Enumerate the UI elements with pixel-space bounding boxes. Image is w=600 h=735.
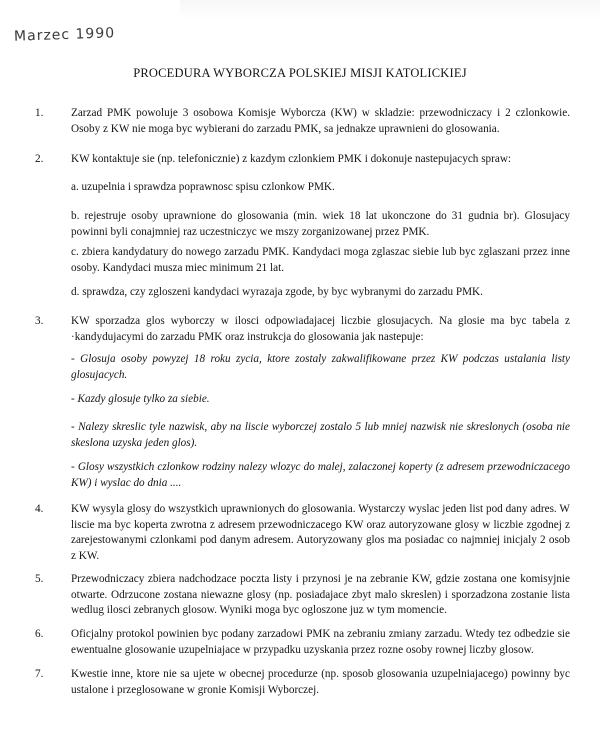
procedure-item-4 bbox=[35, 502, 570, 564]
subitem-text: d. sprawdza, czy zgloszeni kandydaci wyrazaja zgode, by byc wybranymi do zarzadu PMK. bbox=[71, 286, 483, 298]
subitem-2d bbox=[35, 285, 570, 301]
item-text: Oficjalny protokol powinien byc podany zarzadowi PMK na zebraniu zmiany zarzadu. Wtedy tez odbedzie sie ewentualne glosowanie uzupelniajace w przypadku uzyskania przez rozne osoby rownej liczby glosow. bbox=[71, 628, 570, 656]
handwritten-date: Marzec 1990 bbox=[13, 25, 116, 45]
subitem-text: b. rejestruje osoby uprawnione do glosowania (min. wiek 18 lat ukonczone do 31 gudnia br). Glosujacy powinni byli conajmniej raz uczestniczyc we mszy zorganizowanej przez PMK. bbox=[71, 210, 570, 238]
subitem-text: a. uzupelnia i sprawdza poprawnosc spisu czlonkow PMK. bbox=[71, 181, 335, 193]
instruction-2 bbox=[35, 392, 570, 408]
item-text: Kwestie inne, ktore nie sa ujete w obecnej procedurze (np. sposob glosowania uzupelniajacego) powinny byc ustalone i przeglosowane w gronie Komisji Wyborczej. bbox=[71, 668, 570, 696]
procedure-item-3 bbox=[35, 314, 570, 345]
item-number: 2. bbox=[35, 153, 44, 165]
item-intro: KW kontaktuje sie (np. telefonicznie) z kazdym czlonkiem PMK i dokonuje nastepujacych spraw: bbox=[71, 153, 512, 165]
scan-artifact bbox=[180, 0, 600, 20]
procedure-item-6 bbox=[35, 627, 570, 658]
instruction-text: - Kazdy glosuje tylko za siebie. bbox=[71, 393, 210, 405]
subitem-2a bbox=[35, 180, 570, 196]
instruction-3 bbox=[35, 420, 570, 451]
item-text: Przewodniczacy zbiera nadchodzace poczta listy i przynosi je na zebranie KW, gdzie zostana one komisyjnie otwarte. Odrzucone zostana niewazne glosy (np. posiadajace zbyt malo skreslen) i sporzadzona zostanie lista wedlug ilosci zebranych glosow. Wyniki moga byc ogloszone juz w tym momencie. bbox=[71, 573, 570, 616]
subitem-text: c. zbiera kandydatury do nowego zarzadu PMK. Kandydaci moga zglaszac siebie lub byc zglaszani przez inne osoby. Kandydaci musza miec minimum 21 lat. bbox=[71, 246, 570, 274]
instruction-1 bbox=[35, 352, 570, 383]
item-text: KW wysyla glosy do wszystkich uprawnionych do glosowania. Wystarczy wyslac jeden list pod dany adres. W liscie ma byc koperta zwrotna z adresem przewodniczacego KW oraz autoryzowane glosy w liczbie zgodnej z zarejestowanymi czlonkami pod danym adresem. Autoryzowany glos ma posiadac co najmniej inicjaly 2 osob z KW. bbox=[71, 503, 570, 562]
instruction-text: - Glosuja osoby powyzej 18 roku zycia, ktore zostaly zakwalifikowane przez KW podczas ustalania listy glosujacych. bbox=[71, 353, 570, 381]
document-title: PROCEDURA WYBORCZA POLSKIEJ MISJI KATOLICKIEJ bbox=[133, 66, 467, 80]
item-intro: KW sporzadza glos wyborczy w ilosci odpowiadajacej liczbie glosujacych. Na glosie ma byc tabela z ·kandydujacymi do zarzadu PMK oraz instrukcja do glosowania jak nastepuje: bbox=[71, 315, 570, 343]
item-number: 4. bbox=[35, 503, 44, 515]
item-number: 7. bbox=[35, 668, 44, 680]
item-text: Zarzad PMK powoluje 3 osobowa Komisje Wyborcza (KW) w skladzie: przewodniczacy i 2 czlonkowie. Osoby z KW nie moga byc wybierani do zarzadu PMK, sa jednakze uprawnieni do glosowania. bbox=[71, 107, 570, 135]
item-number: 5. bbox=[35, 573, 44, 585]
procedure-item-1 bbox=[35, 106, 570, 137]
item-number: 1. bbox=[35, 107, 44, 119]
item-number: 3. bbox=[35, 315, 44, 327]
procedure-item-2 bbox=[35, 152, 570, 168]
subitem-2c bbox=[35, 245, 570, 276]
procedure-item-5 bbox=[35, 572, 570, 619]
instruction-4 bbox=[35, 460, 570, 491]
subitem-2b bbox=[35, 209, 570, 240]
item-number: 6. bbox=[35, 628, 44, 640]
instruction-text: - Nalezy skreslic tyle nazwisk, aby na liscie wyborczej zostalo 5 lub mniej nazwisk nie skreslonych (osoba nie skeslona uzyska jeden glos). bbox=[71, 421, 570, 449]
instruction-text: - Glosy wszystkich czlonkow rodziny nalezy wlozyc do malej, zalaczonej koperty (z adresem przewodniczacego KW) i wyslac do dnia .... bbox=[71, 461, 570, 489]
procedure-item-7 bbox=[35, 667, 570, 698]
